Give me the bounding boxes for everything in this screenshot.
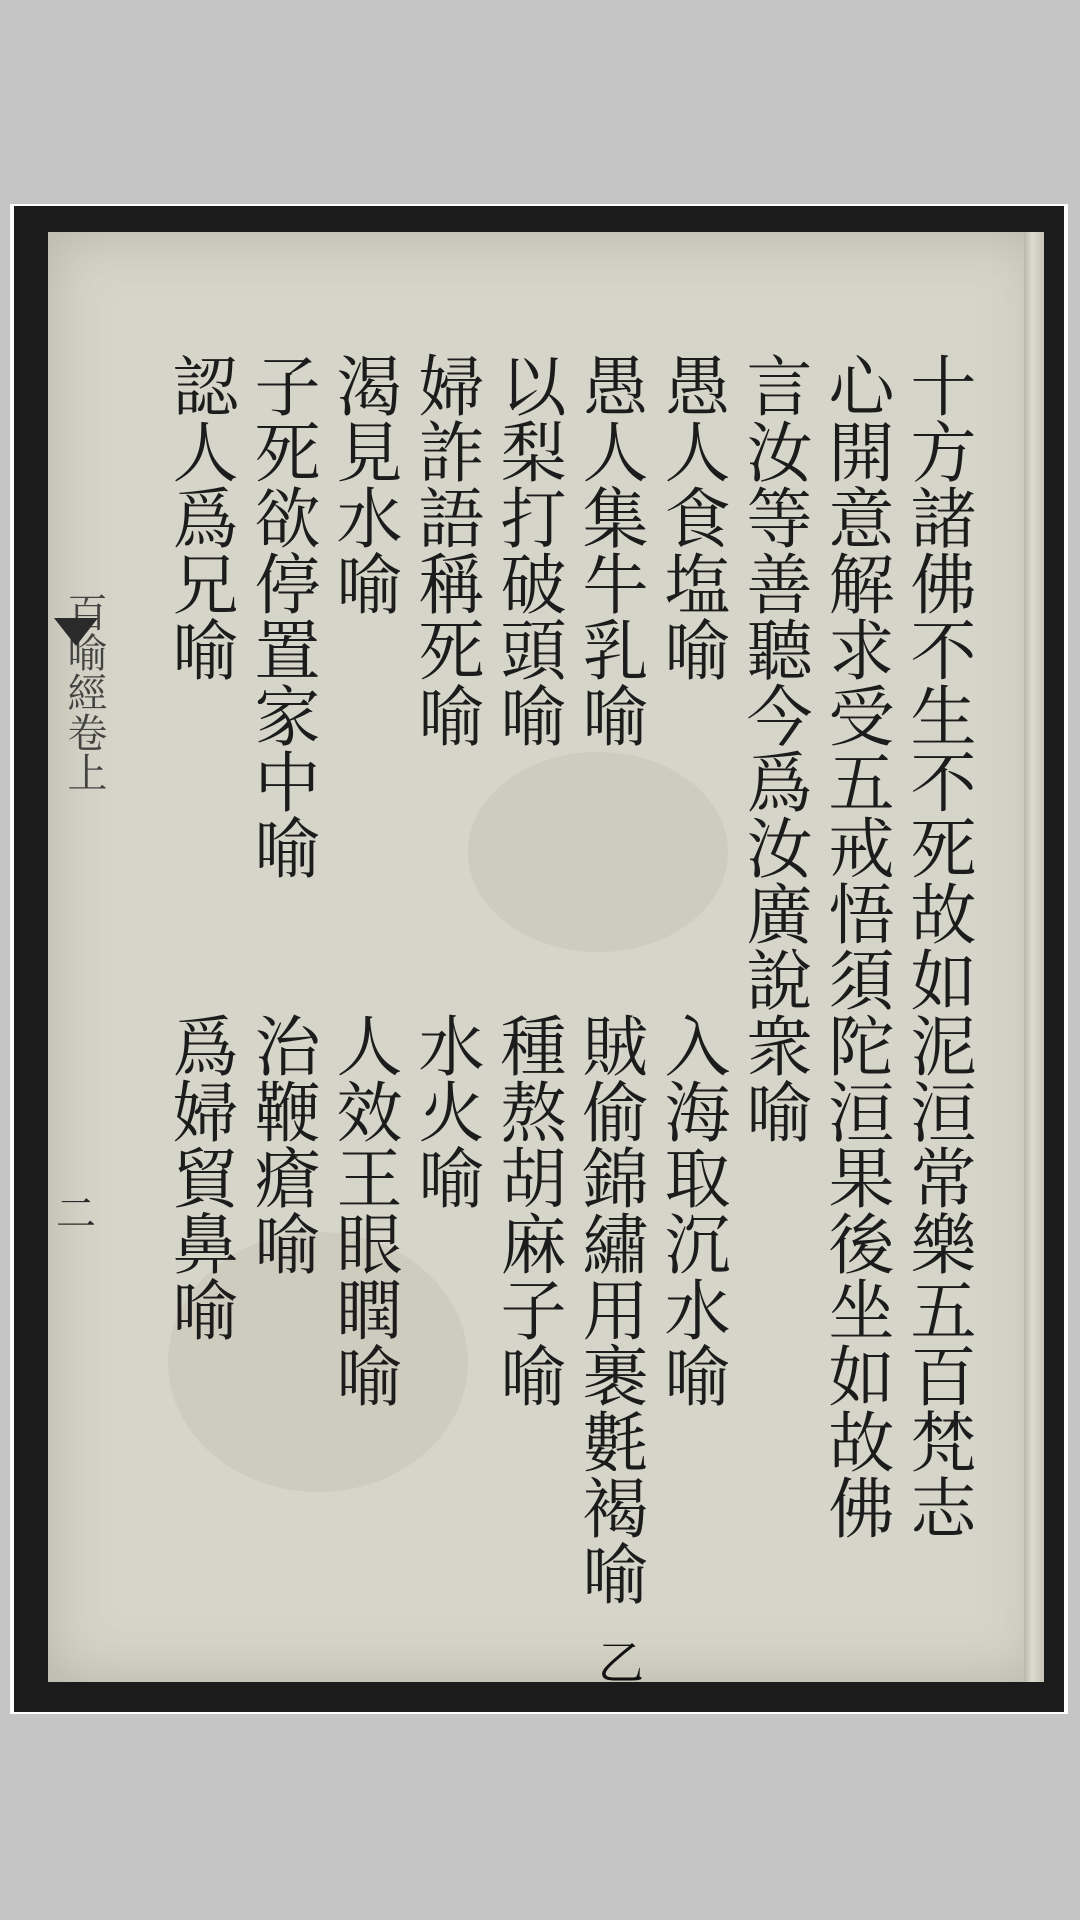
text-column-8: 渴見水喻 (325, 352, 402, 616)
text-column-3: 言汝等善聽今爲汝廣說衆喻 (735, 352, 812, 1144)
text-column-10: 認人爲兄喻 (161, 352, 238, 682)
page-edge (1024, 232, 1044, 1682)
paper-page (48, 232, 1044, 1690)
text-column-15: 人效王眼瞤喻 (325, 1012, 402, 1408)
text-column-6: 以梨打破頭喻 (489, 352, 566, 748)
paper-stain (468, 752, 728, 952)
text-column-7: 婦詐語稱死喻 (407, 352, 484, 748)
text-column-2: 心開意解求受五戒悟須陀洹果後坐如故佛 (817, 352, 894, 1540)
text-column-4: 愚人食塩喻 (653, 352, 730, 682)
text-column-14: 水火喻 (407, 1012, 484, 1210)
text-column-1: 十方諸佛不生不死故如泥洹常樂五百梵志 (899, 352, 976, 1540)
text-column-9: 子死欲停置家中喻 (243, 352, 320, 880)
text-column-17: 爲婦貿鼻喻 (161, 1012, 238, 1342)
text-column-11: 入海取沉水喻 (653, 1012, 730, 1408)
text-column-5: 愚人集牛乳喻 (571, 352, 648, 748)
text-column-16: 治鞭瘡喻 (243, 1012, 320, 1276)
text-column-12: 賊偷錦繡用裹氀褐喻 (571, 1012, 648, 1606)
text-column-13: 種熬胡麻子喻 (489, 1012, 566, 1408)
folio-number: 二 (56, 1191, 96, 1237)
margin-title: 百喻經卷上 (61, 592, 107, 792)
bottom-mark: 乙 (598, 1636, 644, 1690)
scanned-page-image (14, 206, 1064, 1712)
